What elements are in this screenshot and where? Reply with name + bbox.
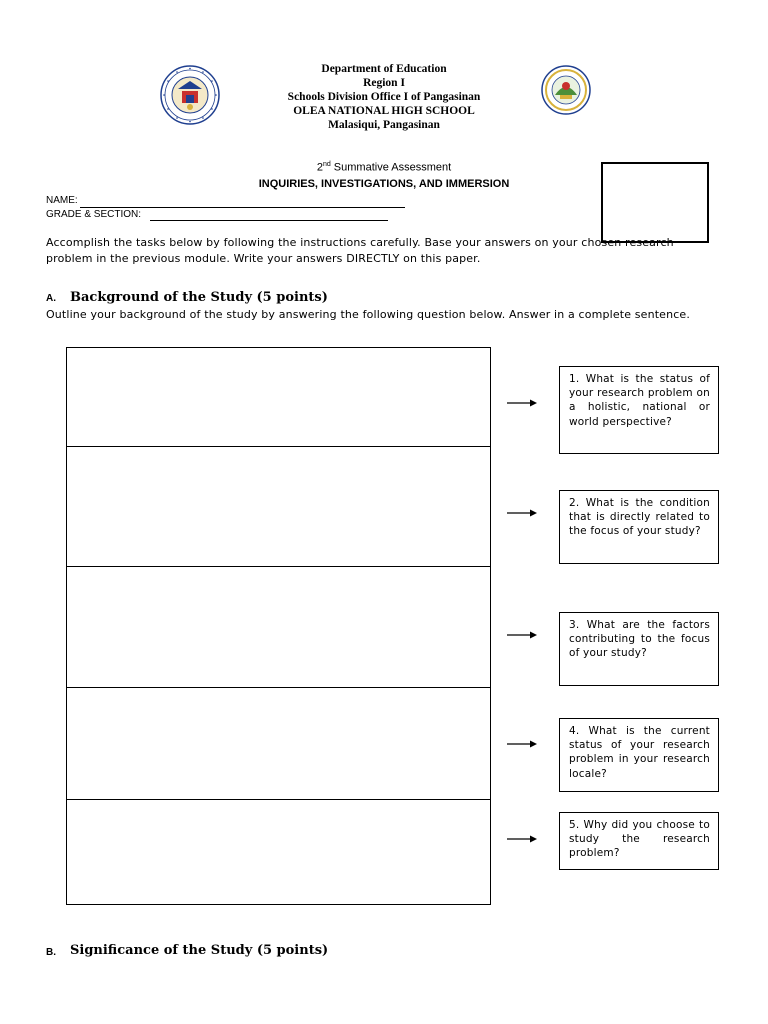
answer-cell-1[interactable]	[68, 349, 489, 445]
arrow-right-icon	[507, 508, 537, 518]
answer-divider	[66, 566, 491, 567]
section-a-letter: A.	[46, 293, 56, 304]
school-header	[0, 62, 768, 132]
answer-cell-4[interactable]	[68, 689, 489, 798]
arrow-right-icon	[507, 398, 537, 408]
question-box-3: 3. What are the factors contributing to the focus of your study?	[559, 612, 719, 686]
header-division: Schools Division Office I of Pangasinan	[287, 91, 481, 103]
assessment-ordinal: 2	[316, 161, 323, 174]
assessment-title-rest: Summative Assessment	[330, 161, 452, 174]
section-b-letter: B.	[46, 947, 56, 958]
arrow-right-icon	[507, 834, 537, 844]
answer-cell-5[interactable]	[68, 801, 489, 903]
assessment-ordinal-suffix: nd	[322, 161, 331, 168]
header-region: Region I	[363, 77, 405, 89]
section-b-title: Significance of the Study (5 points)	[70, 943, 329, 958]
arrow-right-icon	[507, 630, 537, 640]
question-box-1: 1. What is the status of your research problem on a holistic, national or world perspective?	[559, 366, 719, 454]
arrow-right-icon	[507, 739, 537, 749]
answer-divider	[66, 799, 491, 800]
question-box-2: 2. What is the condition that is directly related to the focus of your study?	[559, 490, 719, 564]
instructions-text: Accomplish the tasks below by following the instructions carefully. Base your answers on your chosen research problem in the previous module. Write your answers DIRECTLY on this paper.	[46, 236, 674, 265]
answer-divider	[66, 687, 491, 688]
question-box-4: 4. What is the current status of your research problem in your research locale?	[559, 718, 719, 792]
section-a-description: Outline your background of the study by answering the following question below. Answer in a complete sentence.	[46, 308, 690, 321]
name-label: NAME:	[46, 195, 78, 206]
answer-cell-2[interactable]	[68, 448, 489, 565]
question-box-5: 5. Why did you choose to study the research problem?	[559, 812, 719, 870]
header-school: OLEA NATIONAL HIGH SCHOOL	[293, 105, 475, 117]
answer-divider	[66, 446, 491, 447]
section-a-title: Background of the Study (5 points)	[70, 290, 328, 305]
score-box[interactable]	[601, 162, 709, 243]
subject-title: INQUIRIES, INVESTIGATIONS, AND IMMERSION	[258, 178, 510, 190]
answer-cell-3[interactable]	[68, 568, 489, 686]
name-field[interactable]	[80, 207, 405, 208]
header-location: Malasiqui, Pangasinan	[328, 119, 440, 131]
grade-section-label: GRADE & SECTION:	[46, 209, 142, 220]
grade-section-field[interactable]	[150, 220, 388, 221]
header-department: Department of Education	[321, 63, 447, 75]
